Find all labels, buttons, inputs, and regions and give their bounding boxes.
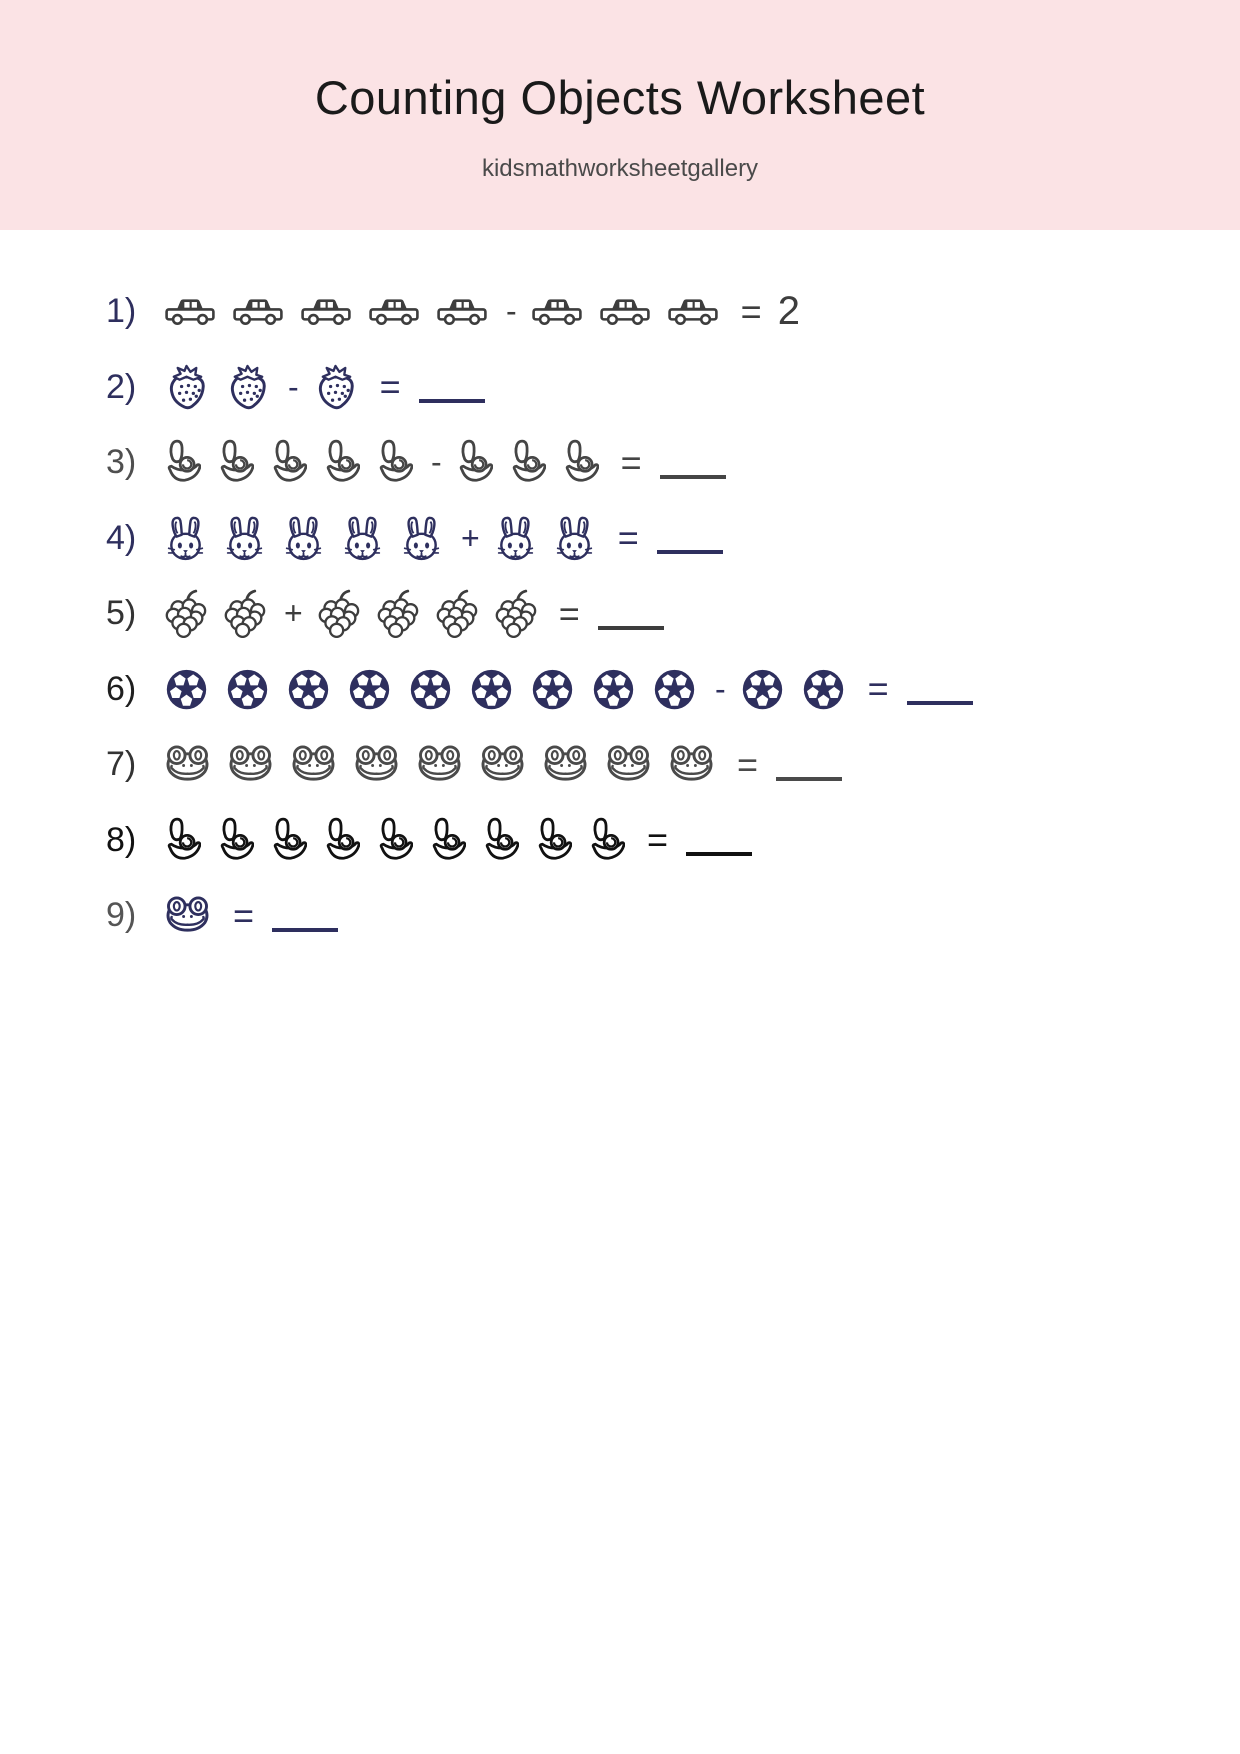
operator-sign: - <box>431 444 442 481</box>
icon-group <box>164 364 286 411</box>
car-icon <box>164 297 216 327</box>
banana-icon <box>509 438 546 487</box>
banana-icon <box>270 816 307 865</box>
icon-group <box>494 515 612 561</box>
operator-sign: + <box>284 595 303 632</box>
rabbit-icon <box>223 515 266 561</box>
frog-icon <box>164 896 211 935</box>
worksheet-row <box>106 425 1240 501</box>
equals-sign: = <box>647 819 669 861</box>
frog-icon <box>227 745 274 784</box>
equals-sign: = <box>620 441 642 483</box>
frog-icon <box>668 745 715 784</box>
soccer-icon <box>286 667 331 712</box>
page-subtitle: kidsmathworksheetgallery <box>481 155 759 182</box>
soccer-icon <box>740 667 785 712</box>
soccer-icon <box>347 667 392 712</box>
banana-icon <box>429 816 466 865</box>
worksheet-row <box>106 878 1240 954</box>
soccer-icon <box>225 667 270 712</box>
equals-sign: = <box>379 366 401 408</box>
equals-sign: = <box>617 517 639 559</box>
row-number-label: 2) <box>106 367 137 406</box>
grapes-icon <box>164 589 207 638</box>
operator-sign: - <box>506 293 517 330</box>
soccer-icon <box>801 667 846 712</box>
row-number-label: 9) <box>106 896 137 935</box>
icon-group <box>164 589 282 638</box>
soccer-icon <box>652 667 697 712</box>
soccer-icon <box>530 667 575 712</box>
icon-group <box>317 589 553 638</box>
equals-sign: = <box>740 290 762 332</box>
operator-sign: + <box>461 519 480 556</box>
grapes-icon <box>223 589 266 638</box>
icon-group <box>740 667 862 712</box>
banana-icon <box>456 438 493 487</box>
car-icon <box>300 297 352 327</box>
car-icon <box>232 297 284 327</box>
icon-group <box>164 438 429 487</box>
row-number-label: 8) <box>106 820 137 859</box>
row-number-label: 1) <box>106 292 137 331</box>
frog-icon <box>542 745 589 784</box>
banana-icon <box>482 816 519 865</box>
worksheet-row <box>106 274 1240 350</box>
car-icon <box>531 297 583 327</box>
answer-blank-line <box>660 475 726 479</box>
icon-group <box>164 297 504 327</box>
frog-icon <box>164 745 211 784</box>
rabbit-icon <box>164 515 207 561</box>
frog-icon <box>353 745 400 784</box>
banana-icon <box>535 816 572 865</box>
answer-blank-line <box>598 626 664 630</box>
worksheet-row <box>106 576 1240 652</box>
icon-group <box>531 297 735 327</box>
rabbit-icon <box>494 515 537 561</box>
rabbit-icon <box>341 515 384 561</box>
icon-group <box>164 816 641 865</box>
banana-icon <box>217 816 254 865</box>
answer-blank-line <box>907 701 973 705</box>
icon-group <box>164 515 459 561</box>
operator-sign: - <box>288 368 299 405</box>
icon-group <box>164 667 713 712</box>
icon-group <box>313 364 374 411</box>
equals-sign: = <box>558 592 580 634</box>
answer-blank-line <box>272 928 338 932</box>
banana-icon <box>588 816 625 865</box>
worksheet-row <box>106 350 1240 426</box>
row-number-label: 7) <box>106 745 137 784</box>
grapes-icon <box>435 589 478 638</box>
icon-group <box>164 745 731 784</box>
frog-icon <box>605 745 652 784</box>
banana-icon <box>323 438 360 487</box>
grapes-icon <box>317 589 360 638</box>
grapes-icon <box>376 589 419 638</box>
soccer-icon <box>164 667 209 712</box>
worksheet-header <box>0 0 1240 230</box>
banana-icon <box>164 438 201 487</box>
banana-icon <box>164 816 201 865</box>
operator-sign: - <box>715 670 726 707</box>
strawberry-icon <box>225 364 270 411</box>
soccer-icon <box>408 667 453 712</box>
banana-icon <box>376 438 413 487</box>
equals-sign: = <box>867 668 889 710</box>
row-number-label: 4) <box>106 518 137 557</box>
strawberry-icon <box>313 364 358 411</box>
worksheet-row <box>106 727 1240 803</box>
banana-icon <box>323 816 360 865</box>
car-icon <box>436 297 488 327</box>
answer-blank-line <box>776 777 842 781</box>
row-number-label: 5) <box>106 594 137 633</box>
rabbit-icon <box>282 515 325 561</box>
worksheet-row <box>106 803 1240 879</box>
car-icon <box>368 297 420 327</box>
strawberry-icon <box>164 364 209 411</box>
page-title: Counting Objects Worksheet <box>314 71 926 124</box>
equals-sign: = <box>737 743 759 785</box>
answer-value: 2 <box>777 289 800 334</box>
car-icon <box>667 297 719 327</box>
car-icon <box>599 297 651 327</box>
worksheet-row <box>106 652 1240 728</box>
icon-group <box>456 438 615 487</box>
grapes-icon <box>494 589 537 638</box>
banana-icon <box>562 438 599 487</box>
frog-icon <box>290 745 337 784</box>
equals-sign: = <box>233 894 255 936</box>
soccer-icon <box>469 667 514 712</box>
banana-icon <box>376 816 413 865</box>
banana-icon <box>270 438 307 487</box>
row-number-label: 3) <box>106 443 137 482</box>
frog-icon <box>479 745 526 784</box>
worksheet-row <box>106 501 1240 577</box>
icon-group <box>164 896 227 935</box>
banana-icon <box>217 438 254 487</box>
worksheet-rows <box>0 230 1240 954</box>
soccer-icon <box>591 667 636 712</box>
frog-icon <box>416 745 463 784</box>
answer-blank-line <box>419 399 485 403</box>
row-number-label: 6) <box>106 669 137 708</box>
answer-blank-line <box>686 852 752 856</box>
rabbit-icon <box>400 515 443 561</box>
rabbit-icon <box>553 515 596 561</box>
answer-blank-line <box>657 550 723 554</box>
